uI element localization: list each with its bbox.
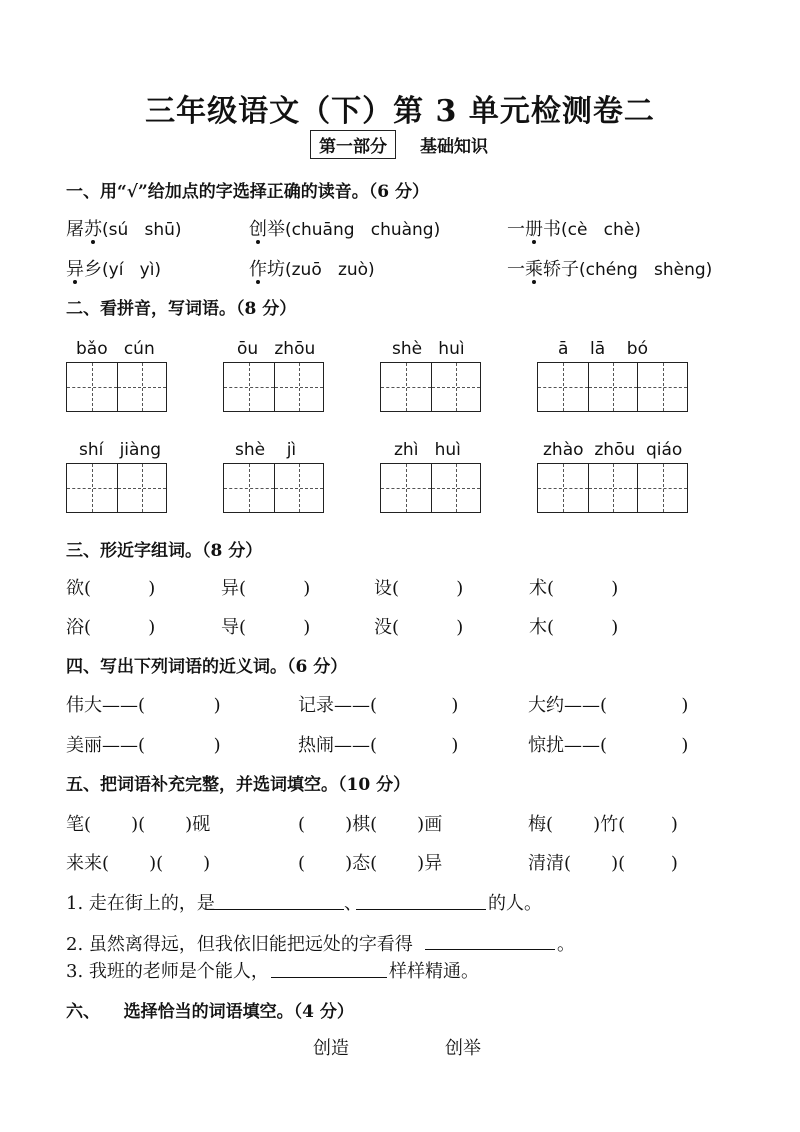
emphasis-dot	[256, 240, 260, 244]
word-blank[interactable]: 欲( )	[66, 578, 156, 599]
writing-grid[interactable]	[223, 362, 324, 412]
grid-cell[interactable]	[117, 363, 167, 411]
writing-grid[interactable]	[223, 463, 324, 513]
pinyin-label: zhì huì	[394, 440, 461, 460]
item-word: 屠苏	[66, 219, 102, 240]
answer-line[interactable]	[271, 976, 387, 978]
question-separator: 、	[344, 893, 362, 914]
grid-cell[interactable]	[117, 464, 167, 512]
grid-cell[interactable]	[274, 464, 324, 512]
pinyin-label: bǎo cún	[76, 339, 155, 359]
item-pinyin: (chéng shèng)	[579, 260, 713, 280]
grid-cell[interactable]	[381, 363, 431, 411]
emphasis-dot	[532, 240, 536, 244]
synonym-blank[interactable]: 美丽——( )	[66, 735, 221, 756]
word-blank[interactable]: 术( )	[529, 578, 619, 599]
grid-cell[interactable]	[67, 363, 117, 411]
grid-cell[interactable]	[67, 464, 117, 512]
idiom-blank[interactable]: 清清( )( )	[528, 853, 678, 874]
writing-grid[interactable]	[537, 463, 688, 513]
word-blank[interactable]: 设( )	[374, 578, 464, 599]
word-choice: 创造	[313, 1038, 349, 1059]
question-3: 3. 我班的老师是个能人，	[66, 961, 269, 982]
part-badge: 第一部分	[310, 130, 396, 159]
grid-cell[interactable]	[224, 464, 274, 512]
grid-cell[interactable]	[588, 363, 638, 411]
item-pinyin: (cè chè)	[561, 220, 641, 240]
question-ending: 。	[557, 934, 575, 955]
section-4-heading: 四、写出下列词语的近义词。（6 分）	[66, 657, 348, 677]
section-5-heading: 五、把词语补充完整，并选词填空。（10 分）	[66, 775, 411, 795]
item-pinyin: (chuāng chuàng)	[285, 220, 441, 240]
idiom-blank[interactable]: ( )态( )异	[298, 853, 443, 874]
writing-grid[interactable]	[380, 463, 481, 513]
pinyin-label: shí jiàng	[79, 440, 161, 460]
answer-line[interactable]	[356, 908, 486, 910]
answer-line[interactable]	[212, 908, 344, 910]
item-pinyin: (zuō zuò)	[285, 260, 375, 280]
word-blank[interactable]: 浴( )	[66, 617, 156, 638]
synonym-blank[interactable]: 惊扰——( )	[528, 735, 689, 756]
emphasis-dot	[256, 280, 260, 284]
idiom-blank[interactable]: 梅( )竹( )	[528, 814, 678, 835]
section-6-heading: 六、 选择恰当的词语填空。（4 分）	[66, 1002, 354, 1022]
grid-cell[interactable]	[381, 464, 431, 512]
pinyin-label: shè huì	[392, 339, 465, 359]
grid-cell[interactable]	[431, 363, 481, 411]
emphasis-dot	[91, 240, 95, 244]
pinyin-label: shè jì	[235, 440, 297, 460]
idiom-blank[interactable]: 笔( )( )砚	[66, 814, 211, 835]
part-name: 基础知识	[420, 137, 488, 157]
item-pinyin: (yí yì)	[102, 260, 162, 280]
grid-cell[interactable]	[538, 464, 588, 512]
item-word: 一册书	[507, 219, 561, 240]
item-word: 作坊	[249, 259, 285, 280]
writing-grid[interactable]	[66, 463, 167, 513]
emphasis-dot	[73, 280, 77, 284]
word-blank[interactable]: 导( )	[221, 617, 311, 638]
synonym-blank[interactable]: 记录——( )	[298, 695, 459, 716]
pinyin-label: ōu zhōu	[237, 339, 316, 359]
item-word: 创举	[249, 219, 285, 240]
grid-cell[interactable]	[224, 363, 274, 411]
word-blank[interactable]: 没( )	[374, 617, 464, 638]
idiom-blank[interactable]: ( )棋( )画	[298, 814, 443, 835]
item-word: 异乡	[66, 259, 102, 280]
synonym-blank[interactable]: 热闹——( )	[298, 735, 459, 756]
idiom-blank[interactable]: 来来( )( )	[66, 853, 211, 874]
synonym-blank[interactable]: 大约——( )	[528, 695, 689, 716]
writing-grid[interactable]	[380, 362, 481, 412]
item-word: 一乘轿子	[507, 259, 579, 280]
question-ending: 样样精通。	[389, 961, 479, 982]
writing-grid[interactable]	[66, 362, 167, 412]
question-ending: 的人。	[488, 893, 542, 914]
grid-cell[interactable]	[637, 363, 687, 411]
question-1	[66, 889, 215, 915]
pinyin-label: ā lā bó	[558, 339, 648, 359]
answer-line[interactable]	[425, 948, 555, 950]
item-pinyin: (sú shū)	[102, 220, 182, 240]
grid-cell[interactable]	[431, 464, 481, 512]
question-2: 2. 虽然离得远，但我依旧能把远处的字看得	[66, 934, 413, 955]
grid-cell[interactable]	[637, 464, 687, 512]
page-title: 三年级语文（下）第 3 单元检测卷二	[145, 94, 655, 129]
reading-item-2	[249, 215, 440, 241]
section-2-heading: 二、看拼音，写词语。（8 分）	[66, 299, 297, 319]
pinyin-label: zhào zhōu qiáo	[543, 440, 683, 460]
word-blank[interactable]: 木( )	[529, 617, 619, 638]
reading-item-4	[66, 255, 161, 281]
reading-item-6	[507, 255, 712, 281]
writing-grid[interactable]	[537, 362, 688, 412]
word-choice: 创举	[445, 1038, 481, 1059]
synonym-blank[interactable]: 伟大——( )	[66, 695, 221, 716]
word-blank[interactable]: 异( )	[221, 578, 311, 599]
grid-cell[interactable]	[588, 464, 638, 512]
question-text: 1. 走在街上的，是	[66, 893, 215, 914]
section-1-heading: 一、用“√”给加点的字选择正确的读音。（6 分）	[66, 182, 429, 202]
emphasis-dot	[532, 280, 536, 284]
grid-cell[interactable]	[274, 363, 324, 411]
reading-item-5	[249, 255, 375, 281]
reading-item-1	[66, 215, 182, 241]
section-3-heading: 三、形近字组词。（8 分）	[66, 541, 263, 561]
reading-item-3	[507, 215, 641, 241]
grid-cell[interactable]	[538, 363, 588, 411]
